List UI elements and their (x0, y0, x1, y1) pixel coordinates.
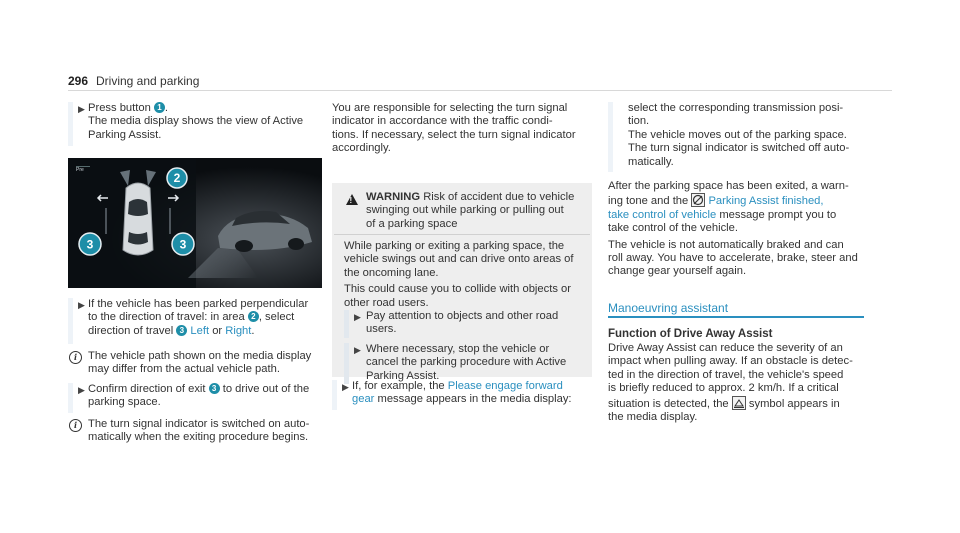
warning-box: ! WARNING Risk of accident due to vehicle swinging out while parking or pulling out of a parking space While parking or exiting a parking space, the vehicle swings out and can drive onto areas of the oncoming lane. This could cause you to collide with objects or other road users. ▶ Pay attention to objects and other road users. ▶ Where necessary, stop the vehicle or cancel the parking procedure with Active Parking Assist. (332, 183, 592, 377)
step-select-transmission: select the corresponding transmission posi- tion. The vehicle moves out of the parking space. The turn signal indicator is switched off auto- matically. (608, 102, 870, 172)
warning-divider (334, 234, 590, 235)
callout-3-right: 3 (179, 237, 187, 252)
warning-title: WARNING (366, 191, 421, 203)
callout-badge: 3 (176, 325, 187, 336)
step-bar (68, 383, 73, 413)
warning-step-stop: ▶ Where necessary, stop the vehicle or cancel the parking procedure with Active Parking Assist. (344, 343, 588, 384)
drive-away-assist-icon (732, 396, 746, 410)
message-engage-gear: Please engage forward (447, 380, 563, 392)
callout-badge: 3 (209, 383, 220, 394)
info-icon: i (69, 351, 82, 364)
step-engage-gear: ▶ If, for example, the Please engage forward gear message appears in the media display: (332, 380, 594, 410)
parking-view-illustration (68, 158, 322, 288)
media-display-image (68, 158, 322, 288)
turn-signal-intro: You are responsible for selecting the turn signal indicator in accordance with the traffic condi- tions. If necessary, select the turn signal indicator accordingly. (332, 102, 576, 155)
callout-3-left: 3 (86, 237, 94, 252)
callout-2: 2 (173, 171, 181, 185)
step-confirm-direction: ▶ Confirm direction of exit 3 to drive out of the parking space. (68, 383, 322, 413)
warning-step-attention: ▶ Pay attention to objects and other road users. (344, 310, 588, 338)
step-arrow-icon: ▶ (354, 312, 361, 322)
info-icon: i (69, 419, 82, 432)
callout-badge: 2 (248, 311, 259, 322)
step-arrow-icon: ▶ (78, 385, 85, 395)
message-parking-assist-finished: Parking Assist finished, (708, 195, 824, 208)
right-option: Right (225, 324, 252, 337)
step1-text-line2: The media display shows the view of Active (88, 115, 304, 128)
step-select-direction: ▶ If the vehicle has been parked perpendicular to the direction of travel: in area 2 , select direction of travel 3 Left or Right. (68, 298, 322, 344)
note-turn-signal: i The turn signal indicator is switched on auto- matically when the exiting procedure begins. (68, 418, 322, 446)
step-arrow-icon: ▶ (354, 345, 361, 355)
page-section-title: Driving and parking (96, 74, 200, 88)
left-option: Left (190, 324, 210, 337)
after-exit-text: After the parking space has been exited, a warn- ing tone and the Parking Assist finished, take control of vehicle message prompt you to take control of the vehicle. The vehicle is not automatically braked and can roll away. You have to accelerate, brake, steer and change gear yourself again. (608, 180, 858, 278)
parking-assist-icon (691, 193, 705, 207)
drive-away-assist-body: Drive Away Assist can reduce the severity of an impact when pulling away. If an obstacle is detec- ted in the direction of travel, the vehicle's speed is briefly reduced to approx. 2 km/h. If a critical situation is detected, the symbol appears in the media display. (608, 342, 853, 424)
step-arrow-icon: ▶ (78, 104, 85, 114)
callout-badge: 1 (154, 102, 165, 113)
note-vehicle-path: i The vehicle path shown on the media display may differ from the actual vehicle path. (68, 350, 322, 378)
step-bar (68, 298, 73, 344)
section-rule (608, 316, 864, 318)
step2-text-line1: If the vehicle has been parked perpendicular (88, 298, 309, 310)
header-divider (68, 90, 892, 91)
sub-heading: Function of Drive Away Assist (608, 328, 773, 340)
step-arrow-icon: ▶ (78, 300, 85, 310)
step-arrow-icon: ▶ (342, 382, 349, 392)
step1-text-line3: Parking Assist. (88, 128, 162, 141)
page-number: 296 (68, 74, 89, 88)
display-tag: Pre (76, 167, 84, 173)
step-press-button: ▶ Press button 1 . The media display shows the view of Active Parking Assist. (68, 102, 322, 146)
section-heading: Manoeuvring assistant (608, 301, 729, 315)
warning-body: While parking or exiting a parking space, the vehicle swings out and can drive onto areas of the oncoming lane. This could cause you to collide with objects or other road users. (344, 240, 574, 309)
step-bar (68, 102, 73, 146)
step1-text: Press button (88, 102, 151, 114)
